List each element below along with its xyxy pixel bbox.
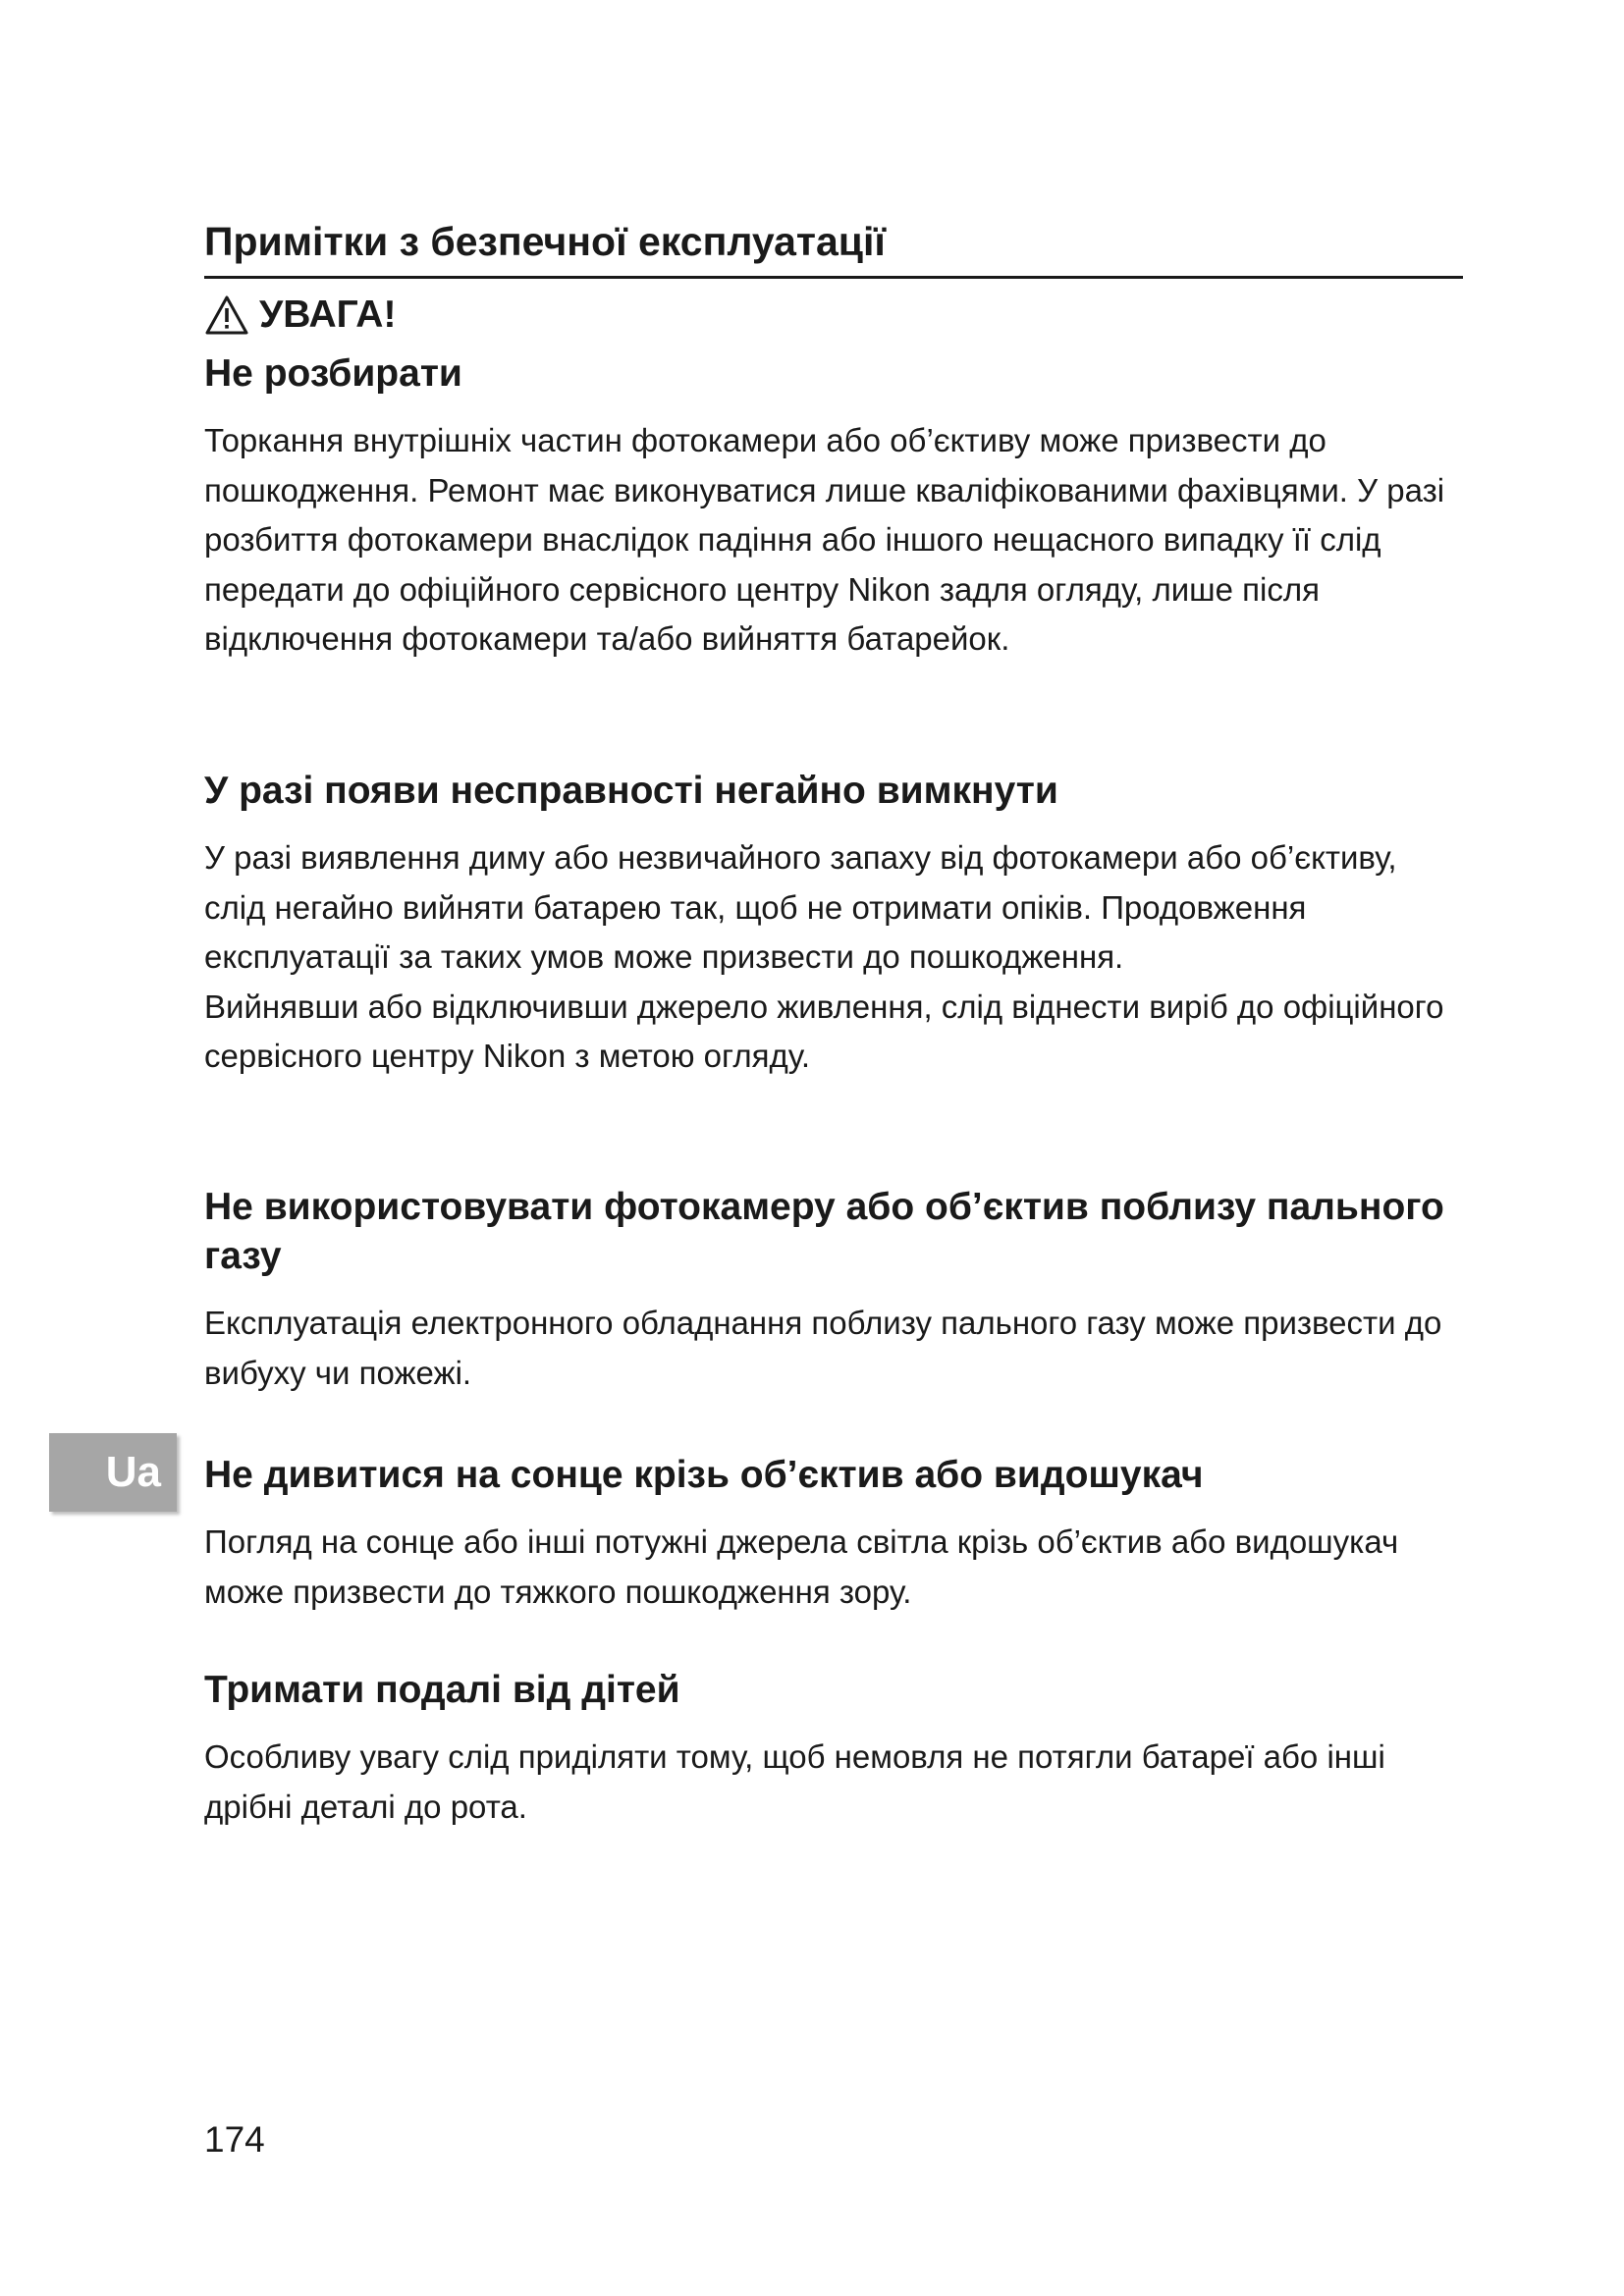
section-title: Не дивитися на сонце крізь об’єктив або видошукач xyxy=(204,1454,1204,1496)
language-tab: Ua xyxy=(49,1433,177,1512)
section-do-not-look-at-sun xyxy=(204,1451,1463,1617)
section-paragraph: Торкання внутрішніх частин фотокамери або об’єктиву може призвести до пошкодження. Ремонт має виконуватися лише кваліфікованими фахівцями. У разі розбиття фотокамери внаслідок падіння або іншого нещасного випадку її слід передати до офіційного сервісного центру Nikon задля огляду, лише після відключення фотокамери та/або вийняття батарейок. xyxy=(204,422,1445,657)
section-keep-from-children xyxy=(204,1666,1463,1832)
page-title: Примітки з безпечної експлуатації xyxy=(204,218,1463,279)
section-title: Тримати подалі від дітей xyxy=(204,1669,680,1711)
section-paragraph: Погляд на сонце або інші потужні джерела світла крізь об’єктив або видошукач може призвести до тяжкого пошкодження зору. xyxy=(204,1523,1399,1610)
page-number: 174 xyxy=(204,2119,265,2160)
section-flammable-gas xyxy=(204,1183,1463,1398)
section-title: Не використовувати фотокамеру або об’єктив поблизу пального газу xyxy=(204,1186,1444,1277)
warning-text: УВАГА! xyxy=(259,294,397,336)
section-turn-off-on-malfunction xyxy=(204,767,1463,1082)
section-title: У разі появи несправності негайно вимкнути xyxy=(204,770,1058,812)
section-paragraph: Експлуатація електронного обладнання поблизу пального газу може призвести до вибуху чи пожежі. xyxy=(204,1305,1442,1391)
section-paragraph: У разі виявлення диму або незвичайного запаху від фотокамери або об’єктиву, слід негайно вийняти батарею так, щоб не отримати опіків. Продовження експлуатації за таких умов може призвести до пошкодження. xyxy=(204,839,1397,975)
section-title: Не розбирати xyxy=(204,352,462,395)
warning-label xyxy=(204,293,396,339)
section-paragraph: Особливу увагу слід приділяти тому, щоб немовля не потягли батареї або інші дрібні деталі до рота. xyxy=(204,1738,1385,1825)
section-do-not-disassemble xyxy=(204,349,1463,665)
warning-triangle-icon xyxy=(204,294,249,336)
section-paragraph: Вийнявши або відключивши джерело живлення, слід віднести виріб до офіційного сервісного центру Nikon з метою огляду. xyxy=(204,988,1444,1074)
